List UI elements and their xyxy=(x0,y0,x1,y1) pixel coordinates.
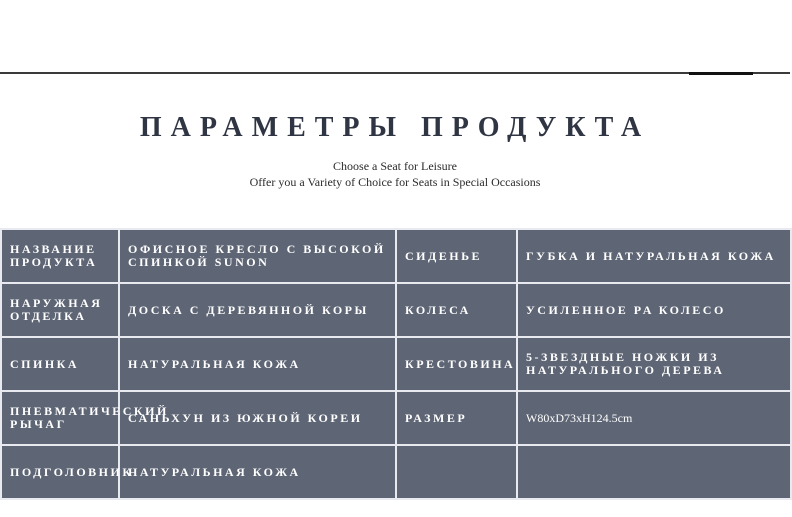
param-label-cell: РАЗМЕР xyxy=(396,391,517,445)
param-label-cell: КРЕСТОВИНА xyxy=(396,337,517,391)
param-value-cell: НАТУРАЛЬНАЯ КОЖА xyxy=(119,445,396,499)
table-row xyxy=(1,445,791,499)
param-label-cell: КОЛЕСА xyxy=(396,283,517,337)
param-label-cell: СПИНКА xyxy=(1,337,119,391)
table-row xyxy=(1,283,791,337)
top-divider-line xyxy=(0,72,790,74)
param-value-cell xyxy=(517,445,791,499)
param-value-cell: ДОСКА С ДЕРЕВЯННОЙ КОРЫ xyxy=(119,283,396,337)
table-row xyxy=(1,337,791,391)
param-value-cell: УСИЛЕННОЕ PA КОЛЕСО xyxy=(517,283,791,337)
param-value-cell: 5-ЗВЕЗДНЫЕ НОЖКИ ИЗ НАТУРАЛЬНОГО ДЕРЕВА xyxy=(517,337,791,391)
param-label-cell: СИДЕНЬЕ xyxy=(396,229,517,283)
param-label-cell xyxy=(396,445,517,499)
subtitle-line-1: Choose a Seat for Leisure xyxy=(333,159,457,173)
top-divider-accent xyxy=(689,72,753,75)
table-row xyxy=(1,229,791,283)
param-label-cell: ПНЕВМАТИЧЕСКИЙ РЫЧАГ xyxy=(1,391,119,445)
table-row xyxy=(1,391,791,445)
param-value-cell: ОФИСНОЕ КРЕСЛО С ВЫСОКОЙ СПИНКОЙ SUNON xyxy=(119,229,396,283)
subtitle-line-2: Offer you a Variety of Choice for Seats in Special Occasions xyxy=(249,175,541,189)
param-value-cell: НАТУРАЛЬНАЯ КОЖА xyxy=(119,337,396,391)
param-value-cell: W80xD73xH124.5cm xyxy=(517,391,791,445)
param-label-cell: НАЗВАНИЕ ПРОДУКТА xyxy=(1,229,119,283)
param-label-cell: ПОДГОЛОВНИК xyxy=(1,445,119,499)
page-title: ПАРАМЕТРЫ ПРОДУКТА xyxy=(139,112,651,143)
product-parameters-table xyxy=(0,228,792,500)
param-value-cell: САНЬХУН ИЗ ЮЖНОЙ КОРЕИ xyxy=(119,391,396,445)
param-label-cell: НАРУЖНАЯ ОТДЕЛКА xyxy=(1,283,119,337)
param-value-cell: ГУБКА И НАТУРАЛЬНАЯ КОЖА xyxy=(517,229,791,283)
